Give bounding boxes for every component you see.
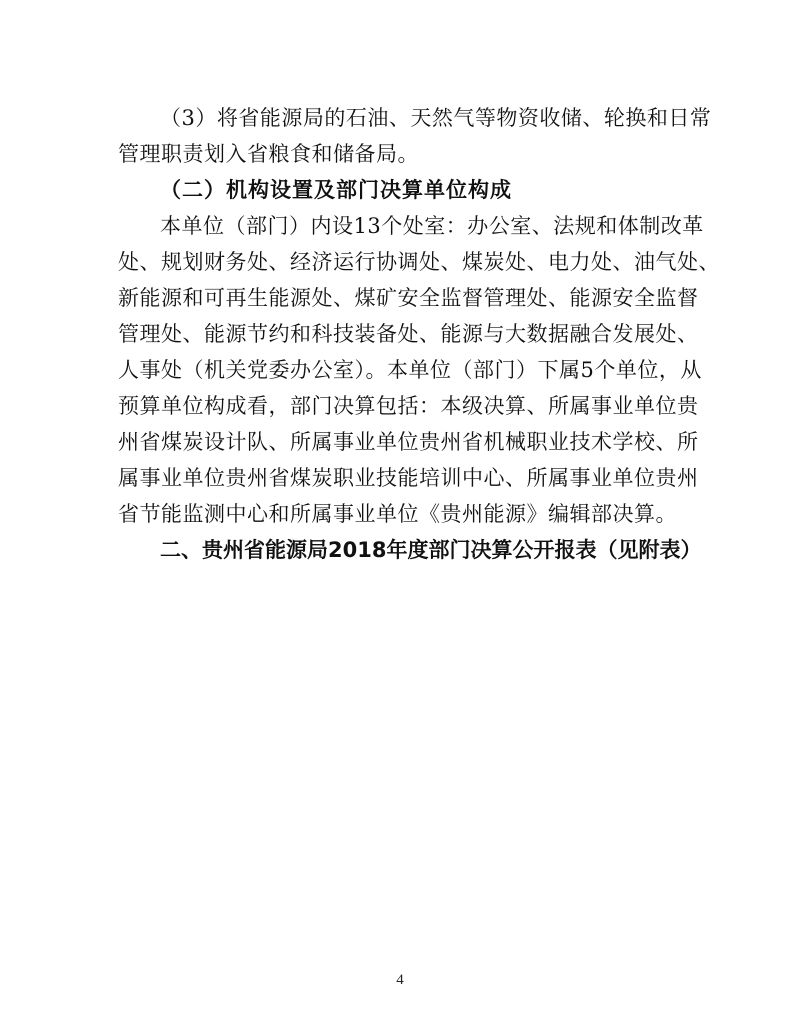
para3-line-1: （3）将省能源局的石油、天然气等物资收储、轮换和日常 bbox=[160, 106, 712, 130]
para3-line-2: 管理职责划入省粮食和储备局。 bbox=[118, 142, 419, 166]
body-line-1: 本单位（部门）内设13个处室：办公室、法规和体制改革 bbox=[160, 214, 704, 238]
body-line-4: 管理处、能源节约和科技装备处、能源与大数据融合发展处、 bbox=[118, 322, 699, 346]
body-line-9: 省节能监测中心和所属事业单位《贵州能源》编辑部决算。 bbox=[118, 502, 677, 526]
body-line-7: 州省煤炭设计队、所属事业单位贵州省机械职业技术学校、所 bbox=[118, 430, 699, 454]
page-number: 4 bbox=[396, 972, 404, 988]
body-line-3: 新能源和可再生能源处、煤矿安全监督管理处、能源安全监督 bbox=[118, 286, 699, 310]
section-heading-org-structure: （二）机构设置及部门决算单位构成 bbox=[160, 178, 512, 202]
body-line-5: 人事处（机关党委办公室）。本单位（部门）下属5个单位，从 bbox=[118, 358, 702, 382]
body-line-2: 处、规划财务处、经济运行协调处、煤炭处、电力处、油气处、 bbox=[118, 250, 720, 274]
body-line-8: 属事业单位贵州省煤炭职业技能培训中心、所属事业单位贵州 bbox=[118, 466, 699, 490]
part-two-heading: 二、贵州省能源局2018年度部门决算公开报表（见附表） bbox=[160, 538, 702, 562]
body-line-6: 预算单位构成看，部门决算包括：本级决算、所属事业单位贵 bbox=[118, 394, 699, 418]
